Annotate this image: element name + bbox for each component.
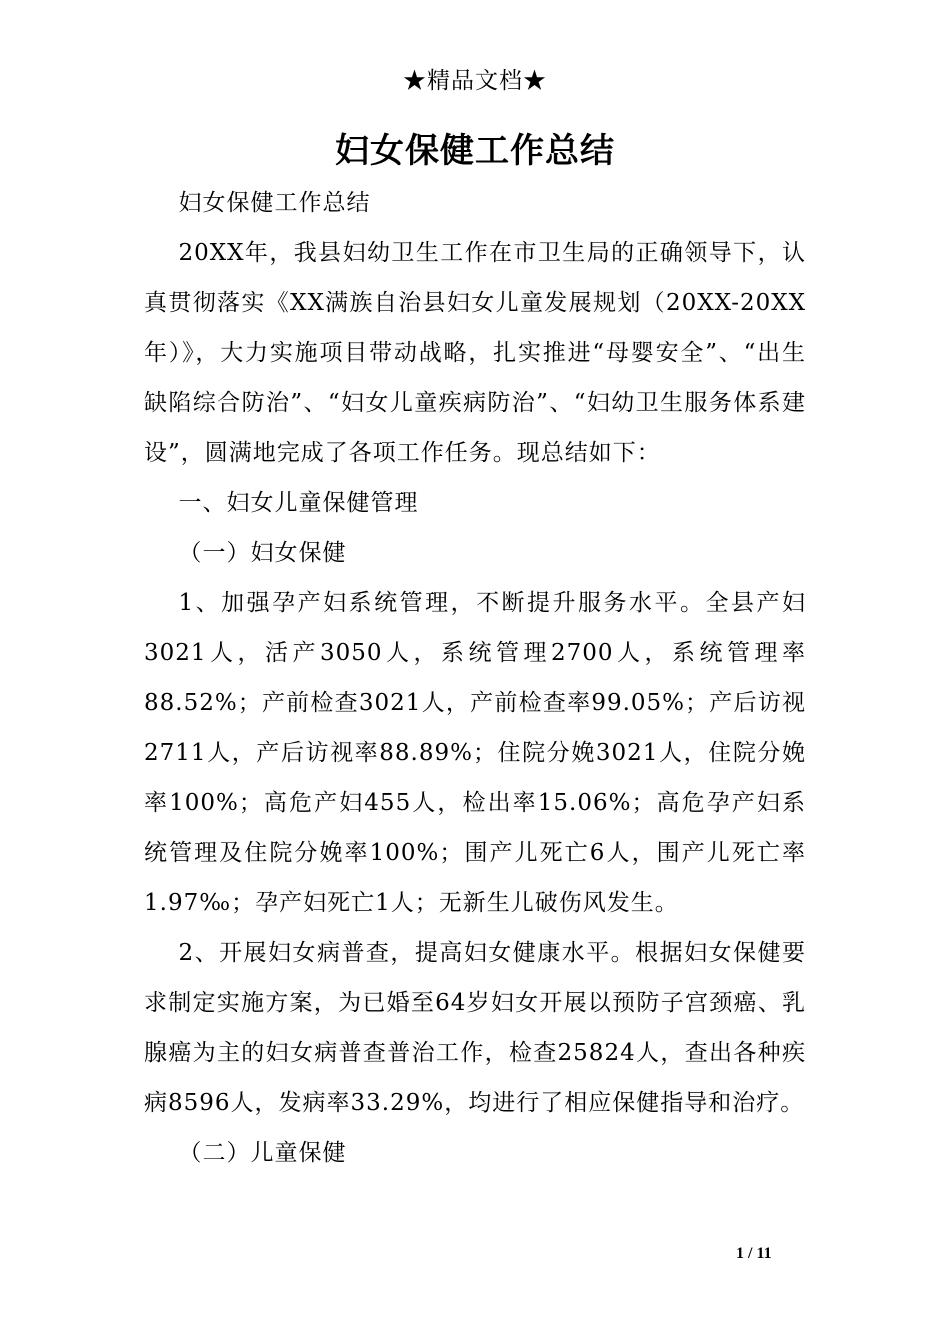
subtitle-paragraph: 妇女保健工作总结 <box>178 190 371 216</box>
page-header: ★精品文档★ <box>403 68 547 94</box>
page-number: 1 / 11 <box>736 1245 772 1262</box>
body-paragraph: 1、加强孕产妇系统管理，不断提升服务水平。全县产妇3021人，活产3050人，系统管理2700人，系统管理率88.52%；产前检查3021人，产前检查率99.05%；产后访视2711人，产后访视率88.89%；住院分娩3021人，住院分娩率100%；高危产妇455人，检出率15.06%；高危孕产妇系统管理及住院分娩率100%；围产儿死亡6人，围产儿死亡率1.97‰；孕产妇死亡1人；无新生儿破伤风发生。 <box>144 590 806 916</box>
section-heading: 一、妇女儿童保健管理 <box>178 490 419 516</box>
subsection-heading: （二）儿童保健 <box>178 1140 347 1166</box>
document-title: 妇女保健工作总结 <box>335 131 615 171</box>
subsection-heading: （一）妇女保健 <box>178 540 347 566</box>
body-paragraph: 2、开展妇女病普查，提高妇女健康水平。根据妇女保健要求制定实施方案，为已婚至64岁妇女开展以预防子宫颈癌、乳腺癌为主的妇女病普查普治工作，检查25824人，查出各种疾病8596人，发病率33.29%，均进行了相应保健指导和治疗。 <box>144 940 806 1116</box>
intro-paragraph: 20XX年，我县妇幼卫生工作在市卫生局的正确领导下，认真贯彻落实《XX满族自治县妇女儿童发展规划（20XX-20XX年）》，大力实施项目带动战略，扎实推进“母婴安全”、“出生缺陷综合防治”、“妇女儿童疾病防治”、“妇幼卫生服务体系建设”，圆满地完成了各项工作任务。现总结如下： <box>144 240 806 466</box>
document-body <box>144 178 806 1178</box>
